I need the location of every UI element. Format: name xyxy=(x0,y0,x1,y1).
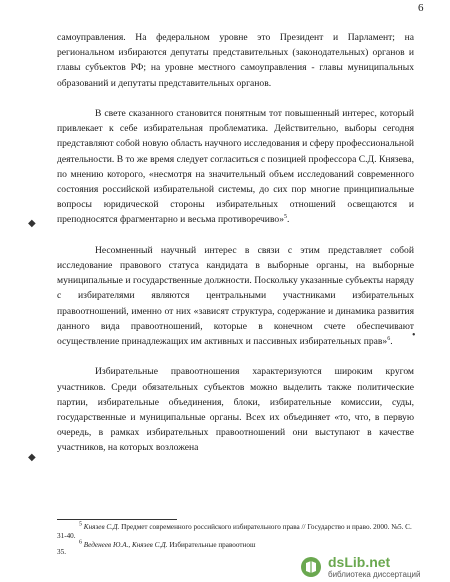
watermark-subtitle: библиотека диссертаций xyxy=(328,570,421,579)
scan-mark: ◆ xyxy=(28,218,36,229)
paragraph-text: Избирательные правоотношения характеризуются широким кругом участников. Среди обязательных субъектов можно выделить также политические партии, избирательные объединения, блоки, избирательные комиссии, суды, государственные и муниципальные органы. Всех их объединяет «то, что, в первую очередь, в рамках избирательных правоотношений они выступают в качестве участников, на которых возложена xyxy=(57,366,414,454)
footnote-divider xyxy=(57,519,177,520)
footnote-author: Веденеев Ю.А., Князев С.Д. xyxy=(83,541,168,549)
footnote-text: Предмет современного российского избирательного права // Государство и право. 2000. №5. С. 31-40. xyxy=(57,523,412,540)
body-text xyxy=(57,30,414,456)
footnote-number: 5 xyxy=(79,521,82,528)
page-range: 35. xyxy=(57,548,66,556)
paragraph-punctuation: . xyxy=(390,336,393,348)
paragraph-text: Несомненный научный интерес в связи с этим представляет собой исследование правового статуса кандидата в выборные органы, на выборные муниципальные и государственные должности. Поскольку указанные субъекты наряду с избирателями являются центральными участниками избирательных правоотношений, именно от них «зависят структура, содержание и динамика развития данного вида правоотношений, которые в конечном счете обеспечивают осуществление принадлежащих им активных и пассивных избирательных прав» xyxy=(57,244,414,348)
paragraph-text: В свете сказанного становится понятным тот повышенный интерес, который привлекает к себе избирательная проблематика. Действительно, выборы сегодня представляют собой новую область научного исследования и сферу профессиональной деятельности. В то же время следует согласиться с позицией профессора С.Д. Князева, по мнению которого, «несмотря на значительный объем исследований современного состояния российской избирательной системы, до сих пор многие принципиальные вопросы юридической стороны избирательных отношений освещаются и преподносятся фрагментарно и весьма противоречиво» xyxy=(57,108,414,226)
watermark-brand: dsLib.net xyxy=(328,554,391,570)
paragraph-text: самоуправления. На федеральном уровне это Президент и Парламент; на региональном избираются депутаты представительных (законодательных) органов и главы субъектов РФ; на уровне местного самоуправления - главы муниципальных образований и депутаты представительных органов. xyxy=(57,32,414,89)
paragraph xyxy=(57,106,414,228)
paragraph xyxy=(57,364,414,455)
footnote-text: Избирательные правоотнош xyxy=(167,541,256,549)
footnote-number: 6 xyxy=(79,539,82,546)
watermark[interactable] xyxy=(300,553,450,581)
paragraph-punctuation: . xyxy=(287,214,290,226)
dslib-logo-icon xyxy=(300,556,322,578)
page-number: 6 xyxy=(418,2,424,14)
scan-mark: • xyxy=(412,330,416,341)
paragraph xyxy=(57,30,414,91)
paragraph xyxy=(57,243,414,349)
footnote xyxy=(57,523,414,541)
footnote-author: Князев С.Д. xyxy=(83,523,120,531)
scan-mark: ◆ xyxy=(28,452,36,463)
footnotes xyxy=(57,523,414,550)
footnote-reference[interactable]: 6 xyxy=(387,335,391,342)
footnote-reference[interactable]: 5 xyxy=(284,214,288,221)
footnote xyxy=(57,541,414,550)
